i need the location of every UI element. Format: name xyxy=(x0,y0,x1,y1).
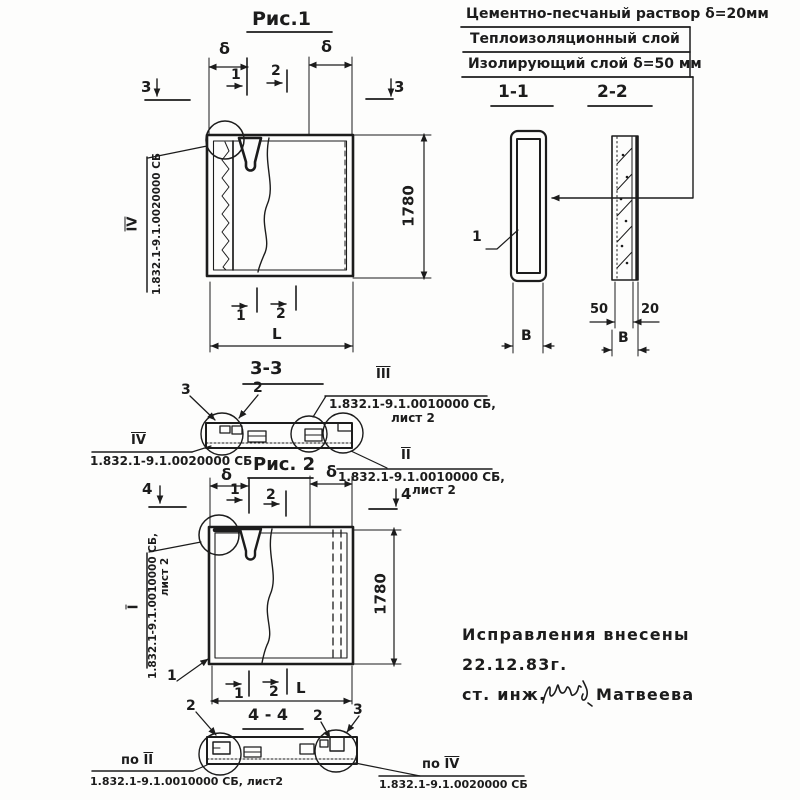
fig1-cut-mark-3-left: 3 xyxy=(141,78,152,96)
section-4-4-ref-right-code: 1.832.1-9.1.0020000 СБ xyxy=(379,778,528,791)
section-2-2-title: 2-2 xyxy=(597,82,628,102)
section-3-3-title: 3-3 xyxy=(250,358,283,379)
section-3-3-ref-left-code: 1.832.1-9.1.0020000 СБ xyxy=(90,454,253,468)
fig2-cut-mark-1-bottom: 1 xyxy=(234,686,244,702)
fig2-leader-1: 1 xyxy=(167,668,177,684)
fig1-dimensions xyxy=(145,57,431,352)
fig2-dimensions xyxy=(146,476,401,704)
section-4-4-ref-left-code: 1.832.1-9.1.0010000 СБ, лист2 xyxy=(90,775,284,788)
roman-ii: $\overline{II}$ xyxy=(143,753,154,768)
fig2-delta-left-label: δ xyxy=(221,465,232,484)
fig1-cut-mark-3-right: 3 xyxy=(394,78,405,96)
revision-line-2: 22.12.83г. xyxy=(462,655,568,674)
revision-line-3: ст. инж. xyxy=(462,685,547,704)
fig1-delta-right-label: δ xyxy=(321,37,332,56)
fig1-delta-left-label: δ xyxy=(219,39,230,58)
section-4-4-leader-2-left: 2 xyxy=(186,698,196,714)
section-3-3-ref-right-mark: $\overline{II}$ xyxy=(401,448,411,463)
materials-row-2: Теплоизоляционный слой xyxy=(470,31,680,47)
fig2-height-dim: 1780 xyxy=(371,573,390,615)
fig2-ref-sheet: лист 2 xyxy=(158,557,171,597)
fig2-cut-mark-4-right: 4 xyxy=(401,485,412,503)
section-3-3-ref-top-sheet: лист 2 xyxy=(391,411,435,425)
fig1-title: Рис.1 xyxy=(252,8,311,30)
signature-scribble xyxy=(543,681,592,706)
fig2-delta-right-label: δ xyxy=(326,462,337,481)
section-3-3-ref-right-sheet: лист 2 xyxy=(412,483,456,497)
section-3-3-ref-top-code: 1.832.1-9.1.0010000 СБ, xyxy=(329,397,496,411)
fig2-cut-mark-2-bottom: 2 xyxy=(269,684,279,700)
fig2-ref-code: 1.832.1-9.1.0010000 СБ, xyxy=(146,533,159,679)
fig1-panel xyxy=(147,32,353,292)
materials-row-3: Изолирующий слой δ=50 мм xyxy=(468,56,702,72)
revision-line-1: Исправления внесены xyxy=(462,625,690,644)
fig2-cut-mark-2-top: 2 xyxy=(266,487,276,503)
fig2-length-dim: L xyxy=(296,679,306,697)
section-1-1-view xyxy=(486,106,554,353)
section-2-2-width-dim: В xyxy=(618,330,629,346)
fig1-cut-mark-1-bottom: 1 xyxy=(236,308,246,324)
fig1-length-dim: L xyxy=(272,325,282,343)
po-prefix: по xyxy=(121,753,144,768)
section-2-2-view xyxy=(588,106,659,356)
fig1-cut-mark-2-top: 2 xyxy=(271,63,281,79)
section-3-3-ref-right-code: 1.832.1-9.1.0010000 СБ, xyxy=(338,470,505,484)
materials-row-1: Цементно-песчаный раствор δ=20мм xyxy=(466,6,769,22)
section-4-4-ref-right-mark xyxy=(422,758,459,771)
section-1-1-title: 1-1 xyxy=(498,82,529,102)
section-4-4-ref-left-mark xyxy=(121,754,153,767)
section-3-3-leader-2: 2 xyxy=(253,380,263,396)
fig2-title: Рис. 2 xyxy=(253,454,316,475)
section-1-1-width-dim: В xyxy=(521,328,532,344)
fig1-ref-mark: $\overline{IV}$ xyxy=(125,216,141,232)
po-prefix: по xyxy=(422,757,445,772)
fig1-ref-code: 1.832.1-9.1.0020000 СБ xyxy=(150,153,163,295)
fig2-ref-mark: $\overline{I}$ xyxy=(126,604,142,610)
fig1-cut-mark-1-top: 1 xyxy=(231,67,241,83)
roman-iv: $\overline{IV}$ xyxy=(444,757,460,772)
section-4-4-title: 4 - 4 xyxy=(248,705,289,724)
fig2-cut-mark-1-top: 1 xyxy=(230,482,240,498)
section-2-2-dim-50: 50 xyxy=(590,302,609,317)
section-1-1-leader-1: 1 xyxy=(472,229,482,245)
fig2-panel xyxy=(147,515,353,684)
materials-note-rules xyxy=(461,27,693,198)
detail-callout-circle xyxy=(199,515,239,555)
section-3-3-leader-3: 3 xyxy=(181,382,191,398)
section-3-3-ref-top-mark: $\overline{III}$ xyxy=(376,367,391,382)
section-4-4-leader-2-right: 2 xyxy=(313,708,323,724)
fig1-cut-mark-2-bottom: 2 xyxy=(276,306,286,322)
fig2-cut-mark-4-left: 4 xyxy=(142,480,153,498)
section-3-3-ref-left-mark: $\overline{IV}$ xyxy=(131,433,146,448)
revision-signature-name: Матвеева xyxy=(596,685,695,704)
section-2-2-dim-20: 20 xyxy=(641,302,660,317)
section-4-4-leader-3: 3 xyxy=(353,702,363,718)
fig1-height-dim: 1780 xyxy=(399,185,418,227)
